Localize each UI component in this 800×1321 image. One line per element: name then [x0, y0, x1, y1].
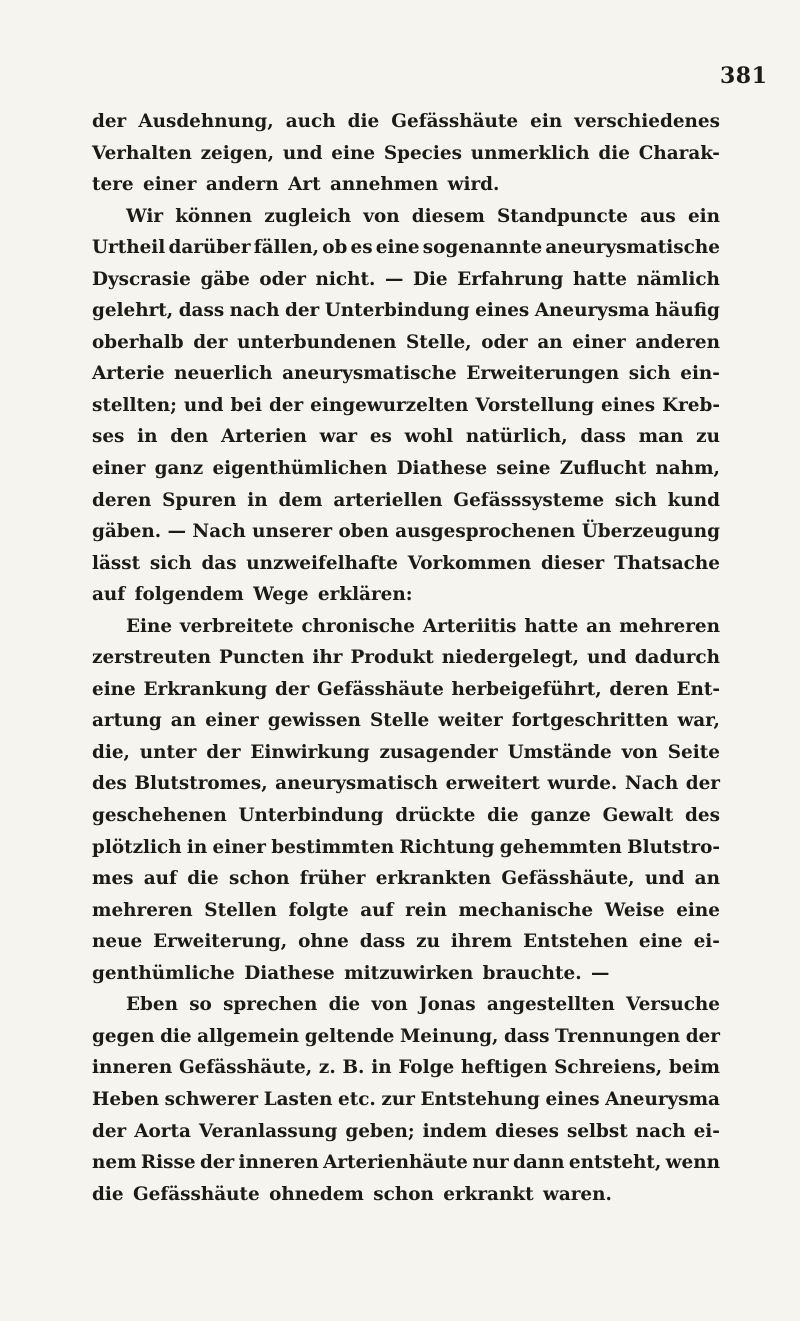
text-line: tere einer andern Art annehmen wird. [92, 174, 500, 196]
text-line: lässt sich das unzweifelhafte Vorkommen dieser Thatsache [92, 552, 720, 574]
text-line: neue Erweiterung, ohne dass zu ihrem Entstehen eine ei- [92, 931, 720, 953]
text-line: geschehenen Unterbindung drückte die ganze Gewalt des [92, 805, 720, 827]
text-line: stellten; und bei der eingewurzelten Vorstellung eines Kreb- [92, 394, 720, 416]
text-line: gegen die allgemein geltende Meinung, dass Trennungen der [92, 1025, 720, 1047]
text-line: oberhalb der unterbundenen Stelle, oder an einer anderen [92, 331, 720, 353]
text-line: ses in den Arterien war es wohl natürlich, dass man zu [92, 426, 720, 448]
text-line: Eine verbreitete chronische Arteriitis hatte an mehreren [126, 615, 720, 637]
text-line: Urtheil darüber fällen, ob es eine sogenannte aneurysmatische [92, 237, 720, 259]
text-line: gelehrt, dass nach der Unterbindung eines Aneurysma häufig [92, 300, 720, 322]
text-line: einer ganz eigenthümlichen Diathese seine Zuflucht nahm, [92, 458, 720, 480]
text-line: der Aorta Veranlassung geben; indem dieses selbst nach ei- [92, 1120, 720, 1142]
text-line: deren Spuren in dem arteriellen Gefässsysteme sich kund [92, 489, 720, 511]
text-line: plötzlich in einer bestimmten Richtung gehemmten Blutstro- [92, 836, 720, 858]
body-text [92, 106, 720, 1210]
text-line: der Ausdehnung, auch die Gefässhäute ein verschiedenes [92, 111, 720, 132]
text-line: Heben schwerer Lasten etc. zur Entstehung eines Aneurysma [92, 1088, 720, 1110]
text-line: auf folgendem Wege erklären: [92, 584, 413, 606]
text-line: artung an einer gewissen Stelle weiter fortgeschritten war, [92, 710, 720, 732]
text-line: mes auf die schon früher erkrankten Gefässhäute, und an [92, 868, 720, 890]
text-line: die, unter der Einwirkung zusagender Umstände von Seite [92, 741, 720, 763]
text-line: zerstreuten Puncten ihr Produkt niedergelegt, und dadurch [92, 647, 720, 669]
text-line: Wir können zugleich von diesem Standpuncte aus ein [126, 205, 720, 227]
page-number: 381 [720, 63, 768, 89]
text-line: Verhalten zeigen, und eine Species unmerklich die Charak- [92, 142, 720, 164]
text-line: Eben so sprechen die von Jonas angestellten Versuche [126, 994, 720, 1016]
text-line: nem Risse der inneren Arterienhäute nur dann entsteht, wenn [92, 1152, 720, 1174]
text-line: des Blutstromes, aneurysmatisch erweitert wurde. Nach der [92, 773, 720, 795]
text-line: Dyscrasie gäbe oder nicht. — Die Erfahrung hatte nämlich [92, 268, 720, 290]
text-line: genthümliche Diathese mitzuwirken brauchte. — [92, 962, 610, 984]
text-line: eine Erkrankung der Gefässhäute herbeigeführt, deren Ent- [92, 678, 720, 700]
text-line: die Gefässhäute ohnedem schon erkrankt waren. [92, 1183, 612, 1205]
text-line: Arterie neuerlich aneurysmatische Erweiterungen sich ein- [92, 363, 720, 385]
text-line: mehreren Stellen folgte auf rein mechanische Weise eine [92, 899, 720, 921]
text-line: gäben. — Nach unserer oben ausgesprochenen Überzeugung [92, 521, 720, 543]
text-line: inneren Gefässhäute, z. B. in Folge heftigen Schreiens, beim [92, 1057, 720, 1079]
